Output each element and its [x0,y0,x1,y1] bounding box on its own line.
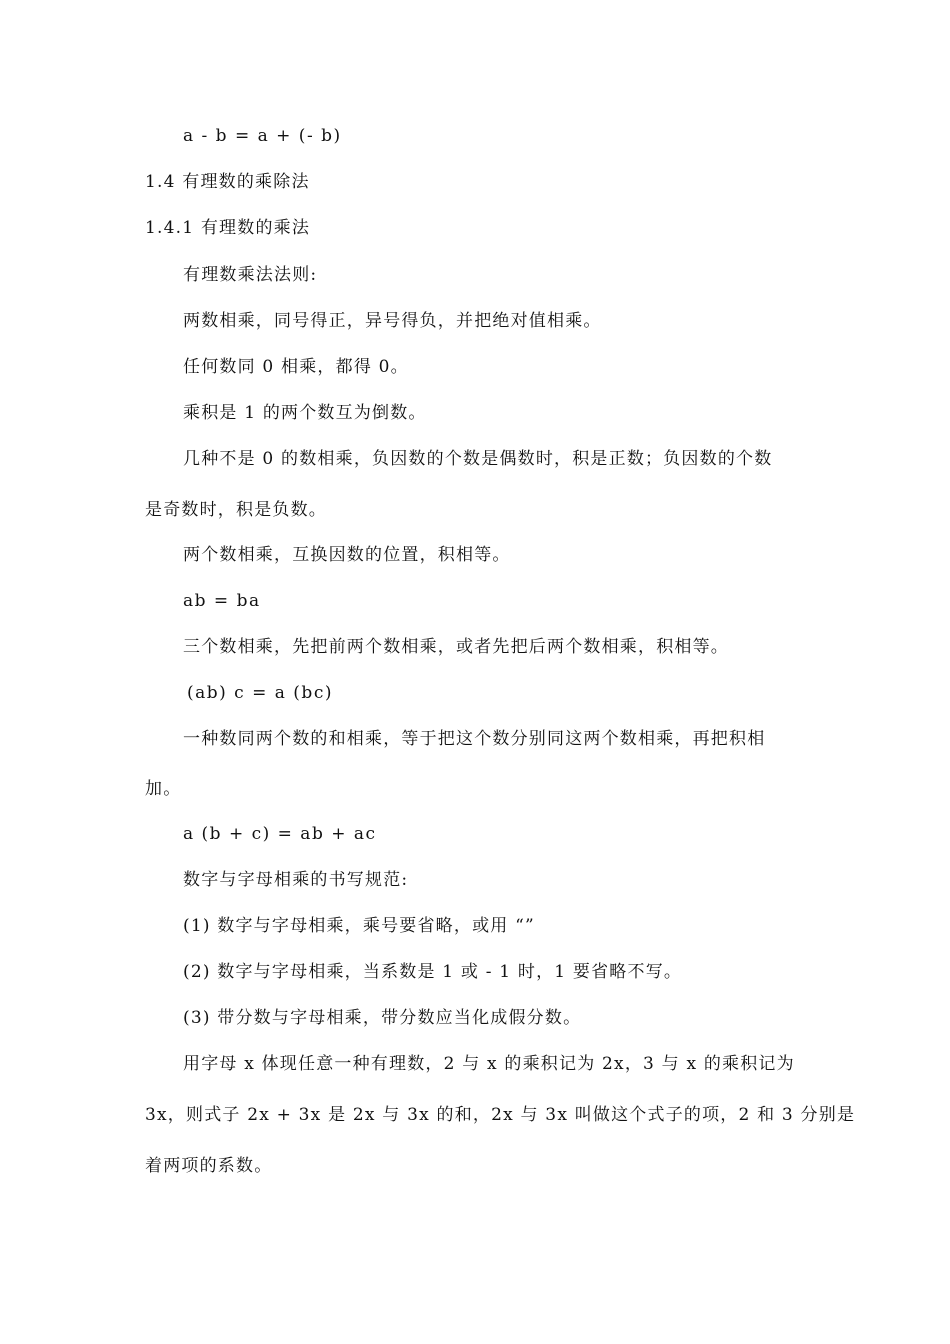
list-item-writing-rule-3: (3) 带分数与字母相乘，带分数应当化成假分数。 [183,1008,582,1028]
paragraph-commutative-law: 两个数相乘，互换因数的位置，积相等。 [183,545,511,565]
paragraph-terms-line-3: 着两项的系数。 [145,1156,273,1176]
formula-subtraction-rule: a - b = a + (- b) [183,126,342,146]
paragraph-distributive-law-line-1: 一种数同两个数的和相乘，等于把这个数分别同这两个数相乘，再把积相 [183,729,766,749]
list-item-writing-rule-2: (2) 数字与字母相乘，当系数是 1 或 - 1 时，1 要省略不写。 [183,962,683,982]
paragraph-multiplication-rule-title: 有理数乘法法则: [183,265,318,285]
section-heading-1-4-1: 1.4.1 有理数的乘法 [145,218,311,238]
paragraph-multiple-factors-line-2: 是奇数时，积是负数。 [145,500,327,520]
formula-distributive: a (b + c) = ab + ac [183,824,377,844]
paragraph-terms-line-2: 3x，则式子 2x + 3x 是 2x 与 3x 的和，2x 与 3x 叫做这个式子的项，2 和 3 分别是 [145,1105,856,1125]
paragraph-multiple-factors-line-1: 几种不是 0 的数相乘，负因数的个数是偶数时，积是正数；负因数的个数 [183,449,773,469]
paragraph-terms-line-1: 用字母 x 体现任意一种有理数，2 与 x 的乘积记为 2x，3 与 x 的乘积记为 [183,1054,795,1074]
paragraph-reciprocal-rule: 乘积是 1 的两个数互为倒数。 [183,403,427,423]
paragraph-writing-rules-title: 数字与字母相乘的书写规范: [183,870,409,890]
list-item-writing-rule-1: (1) 数字与字母相乘，乘号要省略，或用 “” [183,916,535,936]
paragraph-distributive-law-line-2: 加。 [145,779,182,799]
formula-associative: (ab) c = a (bc) [187,683,333,703]
paragraph-zero-rule: 任何数同 0 相乘，都得 0。 [183,357,409,377]
paragraph-associative-law: 三个数相乘，先把前两个数相乘，或者先把后两个数相乘，积相等。 [183,637,729,657]
formula-commutative: ab = ba [183,591,261,611]
paragraph-sign-rule: 两数相乘，同号得正，异号得负，并把绝对值相乘。 [183,311,602,331]
section-heading-1-4: 1.4 有理数的乘除法 [145,172,310,192]
